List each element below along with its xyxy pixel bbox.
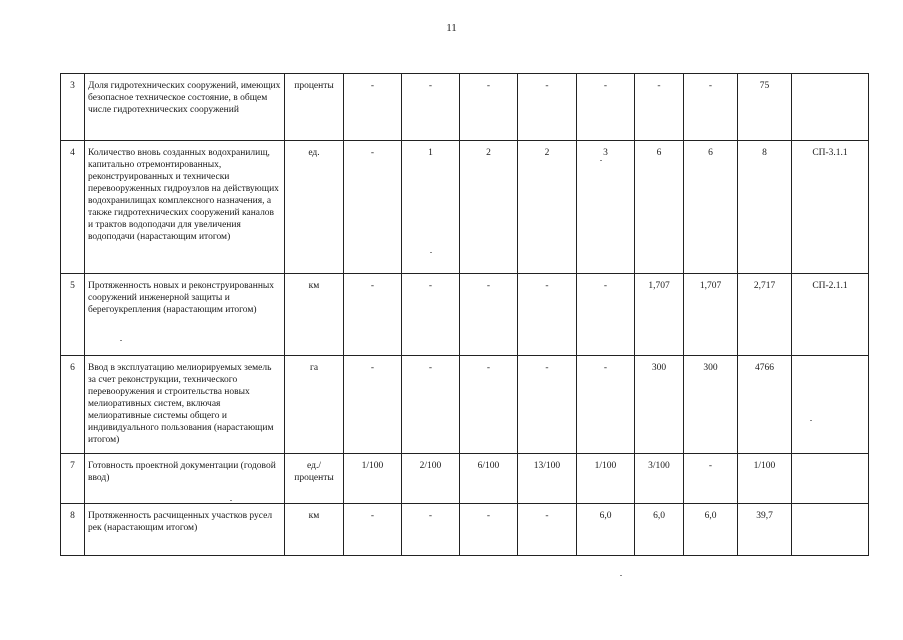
- value-cell: 13/100: [518, 454, 577, 504]
- value-cell: -: [518, 274, 577, 356]
- value-cell: 6: [635, 141, 684, 274]
- value-cell: -: [402, 356, 460, 454]
- unit-cell: проценты: [285, 74, 344, 141]
- table-row: [61, 504, 869, 556]
- reference-cell: СП-2.1.1: [792, 274, 869, 356]
- table-row: [61, 454, 869, 504]
- value-cell: 300: [635, 356, 684, 454]
- unit-cell: км: [285, 504, 344, 556]
- value-cell: 1/100: [577, 454, 635, 504]
- page-number: 11: [446, 22, 457, 34]
- value-cell: 6: [684, 141, 738, 274]
- row-number: 7: [61, 454, 85, 504]
- value-cell: -: [577, 274, 635, 356]
- reference-cell: [792, 74, 869, 141]
- unit-cell: га: [285, 356, 344, 454]
- value-cell: 3/100: [635, 454, 684, 504]
- scan-speck: [230, 500, 232, 501]
- value-cell: 4766: [738, 356, 792, 454]
- indicator-name: Готовность проектной документации (годовой ввод): [85, 454, 285, 504]
- reference-cell: [792, 454, 869, 504]
- value-cell: 2/100: [402, 454, 460, 504]
- value-cell: 300: [684, 356, 738, 454]
- value-cell: 1/100: [738, 454, 792, 504]
- indicator-name: Протяженность расчищенных участков русел рек (нарастающим итогом): [85, 504, 285, 556]
- value-cell: -: [684, 454, 738, 504]
- value-cell: -: [344, 74, 402, 141]
- value-cell: 39,7: [738, 504, 792, 556]
- row-number: 3: [61, 74, 85, 141]
- indicators-table: [60, 73, 869, 556]
- row-number: 8: [61, 504, 85, 556]
- value-cell: 1,707: [635, 274, 684, 356]
- row-number: 4: [61, 141, 85, 274]
- value-cell: -: [518, 74, 577, 141]
- value-cell: 6,0: [684, 504, 738, 556]
- scan-speck: [120, 340, 122, 341]
- reference-cell: [792, 356, 869, 454]
- value-cell: -: [460, 74, 518, 141]
- indicator-name: Количество вновь созданных водохранилищ, капитально отремонтированных, реконструированных и технически перевооруженных гидроузлов на действующих водохранилищах комплексного назначения, а также гидротехнических сооружений каналов и трактов водоподачи для увеличения водоподачи (нарастающим итогом): [85, 141, 285, 274]
- value-cell: -: [684, 74, 738, 141]
- value-cell: 6,0: [577, 504, 635, 556]
- value-cell: -: [460, 274, 518, 356]
- value-cell: -: [577, 356, 635, 454]
- value-cell: 8: [738, 141, 792, 274]
- value-cell: -: [402, 74, 460, 141]
- value-cell: -: [344, 141, 402, 274]
- row-number: 5: [61, 274, 85, 356]
- scan-speck: [600, 160, 602, 161]
- indicator-name: Доля гидротехнических сооружений, имеющих безопасное техническое состояние, в общем числе гидротехнических сооружений: [85, 74, 285, 141]
- value-cell: -: [460, 504, 518, 556]
- value-cell: -: [344, 504, 402, 556]
- value-cell: -: [635, 74, 684, 141]
- scan-speck: [620, 575, 622, 576]
- table-row: [61, 74, 869, 141]
- value-cell: -: [344, 274, 402, 356]
- value-cell: -: [402, 274, 460, 356]
- value-cell: -: [460, 356, 518, 454]
- value-cell: -: [344, 356, 402, 454]
- value-cell: 2: [460, 141, 518, 274]
- row-number: 6: [61, 356, 85, 454]
- value-cell: 6/100: [460, 454, 518, 504]
- reference-cell: СП-3.1.1: [792, 141, 869, 274]
- value-cell: -: [577, 74, 635, 141]
- table-row: [61, 274, 869, 356]
- unit-cell: ед.: [285, 141, 344, 274]
- indicator-name: Ввод в эксплуатацию мелиорируемых земель за счет реконструкции, технического перевооружения и строительства новых мелиоративных систем, включая мелиоративные системы общего и индивидуального пользования (нарастающим итогом): [85, 356, 285, 454]
- indicator-name: Протяженность новых и реконструированных сооружений инженерной защиты и берегоукрепления (нарастающим итогом): [85, 274, 285, 356]
- unit-cell: ед./ проценты: [285, 454, 344, 504]
- value-cell: -: [518, 504, 577, 556]
- value-cell: 2: [518, 141, 577, 274]
- unit-cell: км: [285, 274, 344, 356]
- reference-cell: [792, 504, 869, 556]
- value-cell: -: [518, 356, 577, 454]
- scan-speck: [810, 420, 812, 421]
- value-cell: -: [402, 504, 460, 556]
- value-cell: 3: [577, 141, 635, 274]
- value-cell: 75: [738, 74, 792, 141]
- value-cell: 1: [402, 141, 460, 274]
- value-cell: 1,707: [684, 274, 738, 356]
- value-cell: 1/100: [344, 454, 402, 504]
- table-row: [61, 141, 869, 274]
- value-cell: 2,717: [738, 274, 792, 356]
- value-cell: 6,0: [635, 504, 684, 556]
- scan-speck: [430, 252, 432, 253]
- table-row: [61, 356, 869, 454]
